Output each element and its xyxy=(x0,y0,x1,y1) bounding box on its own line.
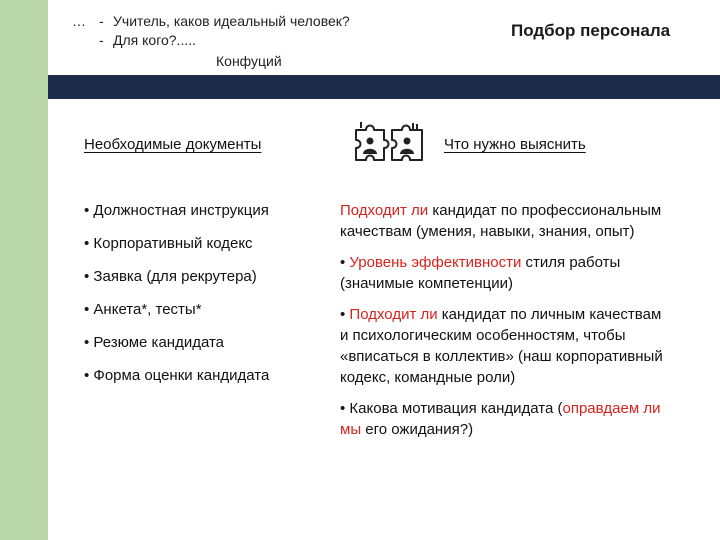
quote-dash: - xyxy=(99,32,104,48)
list-item: • Корпоративный кодекс xyxy=(84,235,253,252)
highlight: Подходит ли xyxy=(340,202,429,219)
list-item: • Подходит ли кандидат по личным качествам и психологическим особенностям, чтобы «вписаться в коллектив» (наш корпоративный кодекс, командные роли) xyxy=(340,306,663,386)
slide-title: Подбор персонала xyxy=(511,21,671,40)
header-band xyxy=(48,75,720,99)
list-item: • Уровень эффективности стиля работы (значимые компетенции) xyxy=(340,254,621,292)
list-item: • Резюме кандидата xyxy=(84,334,225,351)
highlight: оправдаем ли мы xyxy=(340,400,661,438)
quote-line-2: Для кого?..... xyxy=(113,32,197,48)
documents-list xyxy=(84,200,320,398)
list-item: • Заявка (для рекрутера) xyxy=(84,268,257,285)
quote-line-1: Учитель, каков идеальный человек? xyxy=(113,13,350,29)
epigraph-quote xyxy=(72,12,350,50)
quote-dash: - xyxy=(99,13,104,29)
documents-heading: Необходимые документы xyxy=(84,136,262,153)
quote-author: Конфуций xyxy=(216,53,282,69)
list-item: • Должностная инструкция xyxy=(84,202,269,219)
side-accent-bar xyxy=(0,0,48,540)
highlight: Подходит ли xyxy=(349,306,438,323)
clarify-list xyxy=(340,200,670,450)
highlight: Уровень эффективности xyxy=(349,254,522,271)
list-item: Подходит ли кандидат по профессиональным качествам (умения, навыки, знания, опыт) xyxy=(340,202,662,240)
list-item: • Какова мотивация кандидата (оправдаем ли мы его ожидания?) xyxy=(340,400,661,438)
quote-ellipsis: … xyxy=(72,13,86,29)
puzzle-people-icon xyxy=(352,120,426,168)
list-item: • Форма оценки кандидата xyxy=(84,367,270,384)
clarify-heading: Что нужно выяснить xyxy=(444,136,586,153)
list-item: • Анкета*, тесты* xyxy=(84,301,202,318)
